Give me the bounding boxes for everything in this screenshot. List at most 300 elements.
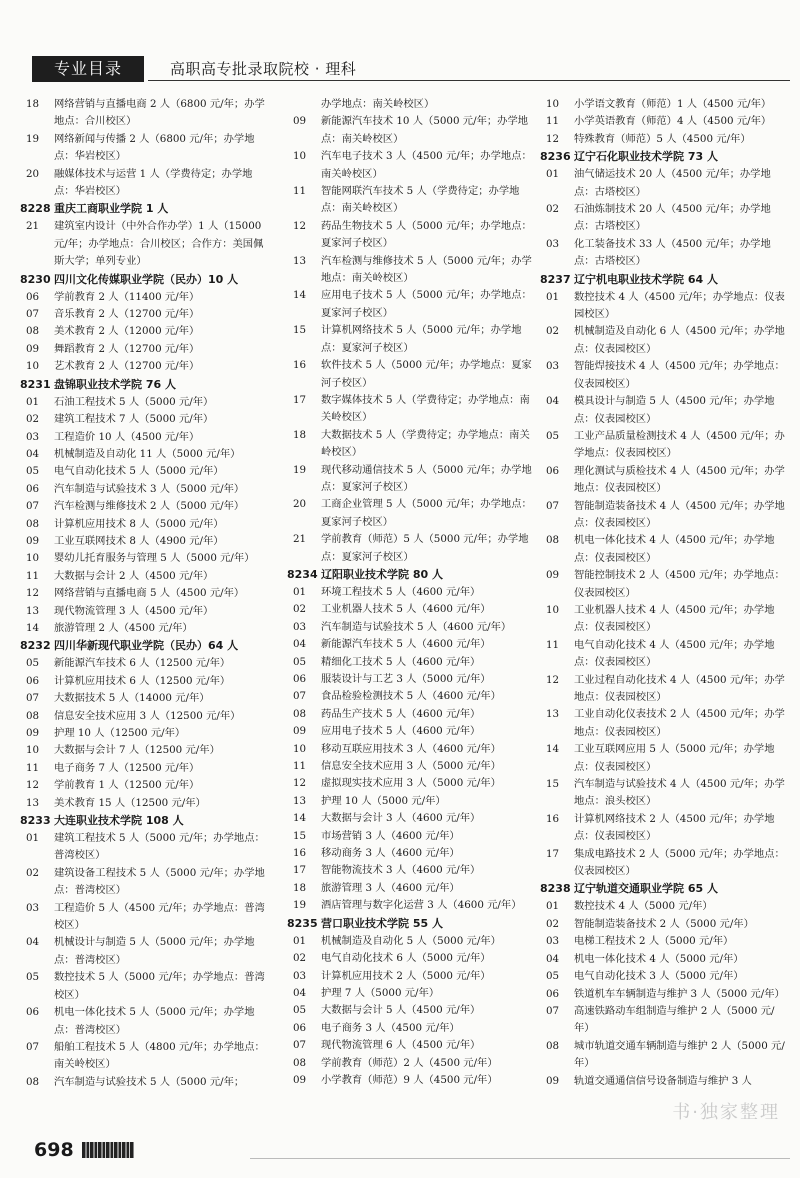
major-code: 10 bbox=[26, 552, 40, 565]
major-code: 08 bbox=[546, 534, 560, 547]
major-code: 17 bbox=[293, 864, 307, 877]
major-entry bbox=[20, 429, 266, 446]
major-text: 船舶工程技术 5 人（4800 元/年；办学地点：南关岭校区） bbox=[54, 1040, 265, 1071]
major-entry bbox=[287, 1055, 533, 1072]
major-text: 工程造价 5 人（4500 元/年；办学地点：普湾校区） bbox=[54, 901, 265, 932]
major-text: 旅游管理 2 人（4500 元/年） bbox=[54, 621, 193, 634]
major-entry bbox=[287, 654, 533, 671]
major-entry bbox=[20, 777, 266, 794]
major-code: 14 bbox=[293, 289, 307, 302]
major-code: 18 bbox=[293, 881, 307, 894]
college-heading bbox=[20, 812, 266, 830]
major-code: 06 bbox=[26, 482, 40, 495]
major-text: 现代物流管理 6 人（4500 元/年） bbox=[321, 1039, 481, 1052]
major-text: 移动商务 3 人（4600 元/年） bbox=[321, 847, 460, 860]
major-code: 06 bbox=[26, 290, 40, 303]
major-text: 现代物流管理 3 人（4500 元/年） bbox=[54, 604, 214, 617]
major-entry bbox=[287, 287, 533, 322]
college-group bbox=[20, 376, 266, 638]
major-code: 06 bbox=[26, 1006, 40, 1019]
major-entry bbox=[20, 411, 266, 428]
major-entry bbox=[287, 1002, 533, 1019]
major-entry bbox=[287, 322, 533, 357]
college-heading bbox=[287, 566, 533, 584]
major-entry bbox=[20, 725, 266, 742]
major-code: 14 bbox=[26, 621, 40, 634]
major-code: 05 bbox=[546, 970, 560, 983]
major-code: 12 bbox=[26, 779, 40, 792]
college-group bbox=[287, 96, 533, 566]
major-code: 05 bbox=[293, 655, 307, 668]
major-entry bbox=[540, 986, 786, 1003]
major-code: 02 bbox=[546, 325, 560, 338]
major-code: 11 bbox=[26, 569, 40, 582]
major-code: 05 bbox=[26, 465, 40, 478]
major-entry bbox=[287, 880, 533, 897]
college-heading bbox=[20, 376, 266, 394]
major-text: 汽车电子技术 3 人（4500 元/年；办学地点：南关岭校区） bbox=[321, 150, 532, 180]
major-text: 智能网联汽车技术 5 人（学费待定；办学地点：南关岭校区） bbox=[321, 185, 520, 215]
major-entry bbox=[287, 531, 533, 566]
major-code: 06 bbox=[546, 464, 560, 477]
major-text: 工业互联网技术 8 人（4900 元/年） bbox=[54, 534, 224, 547]
major-entry bbox=[287, 148, 533, 183]
major-code: 01 bbox=[546, 900, 560, 913]
major-text: 新能源汽车技术 6 人（12500 元/年） bbox=[54, 657, 231, 670]
major-code: 03 bbox=[293, 620, 307, 633]
college-code: 8232 bbox=[20, 639, 51, 653]
major-entry bbox=[540, 532, 786, 567]
college-group bbox=[540, 148, 786, 270]
major-text: 学前教育 1 人（12500 元/年） bbox=[54, 779, 200, 792]
major-text: 油气储运技术 20 人（4500 元/年；办学地点：古塔校区） bbox=[574, 168, 771, 198]
major-text: 小学英语教育（师范）4 人（4500 元/年） bbox=[574, 115, 772, 128]
major-entry bbox=[540, 498, 786, 533]
major-text: 舞蹈教育 2 人（12700 元/年） bbox=[54, 342, 200, 355]
college-heading bbox=[540, 880, 786, 898]
major-code: 07 bbox=[26, 692, 40, 705]
major-entry bbox=[540, 289, 786, 324]
major-entry bbox=[20, 481, 266, 498]
major-code: 11 bbox=[293, 760, 307, 773]
major-entry bbox=[287, 636, 533, 653]
major-entry bbox=[287, 775, 533, 792]
college-heading bbox=[20, 200, 266, 218]
major-text: 工业过程自动化技术 4 人（4500 元/年；办学地点：仪表园校区） bbox=[574, 673, 785, 703]
major-text: 汽车制造与试验技术 3 人（5000 元/年） bbox=[54, 482, 245, 495]
major-entry bbox=[20, 585, 266, 602]
major-entry bbox=[20, 1039, 266, 1074]
major-text: 电气自动化技术 5 人（5000 元/年） bbox=[54, 465, 224, 478]
major-entry bbox=[287, 985, 533, 1002]
major-code: 06 bbox=[293, 1021, 307, 1034]
major-text: 工商企业管理 5 人（5000 元/年；办学地点：夏家河子校区） bbox=[321, 498, 532, 528]
major-code: 04 bbox=[293, 638, 307, 651]
major-entry bbox=[20, 568, 266, 585]
major-entry bbox=[540, 1073, 786, 1090]
major-text: 智能控制技术 2 人（4500 元/年；办学地点：仪表园校区） bbox=[574, 569, 785, 599]
major-entry bbox=[20, 655, 266, 672]
college-group bbox=[287, 566, 533, 915]
major-code: 03 bbox=[26, 430, 40, 443]
major-code: 03 bbox=[26, 901, 40, 914]
major-entry bbox=[540, 1038, 786, 1073]
major-code: 13 bbox=[293, 254, 307, 267]
major-code: 09 bbox=[293, 115, 307, 128]
major-code: 05 bbox=[26, 971, 40, 984]
major-text: 新能源汽车技术 5 人（4600 元/年） bbox=[321, 638, 491, 651]
college-group bbox=[20, 271, 266, 376]
major-entry bbox=[540, 323, 786, 358]
major-entry bbox=[540, 916, 786, 933]
major-text: 大数据技术 5 人（学费待定；办学地点：南关岭校区） bbox=[321, 428, 530, 459]
major-code: 06 bbox=[546, 987, 560, 1000]
major-text: 融媒体技术与运营 1 人（学费待定；办学地点：华岩校区） bbox=[54, 167, 253, 198]
major-entry bbox=[540, 672, 786, 707]
major-text: 智能物流技术 3 人（4600 元/年） bbox=[321, 864, 481, 877]
major-entry bbox=[287, 462, 533, 497]
major-code: 08 bbox=[26, 325, 40, 338]
major-entry bbox=[287, 723, 533, 740]
major-entry bbox=[540, 166, 786, 201]
major-code: 12 bbox=[26, 587, 40, 600]
major-text: 电子商务 7 人（12500 元/年） bbox=[54, 761, 200, 774]
major-text: 数控技术 5 人（5000 元/年；办学地点：普湾校区） bbox=[54, 971, 265, 1001]
major-code: 03 bbox=[293, 969, 307, 982]
major-entry bbox=[287, 96, 533, 113]
major-text: 信息安全技术应用 3 人（5000 元/年） bbox=[321, 760, 501, 773]
major-code: 16 bbox=[293, 359, 307, 372]
major-text: 学前教育 2 人（11400 元/年） bbox=[54, 290, 200, 303]
major-text: 建筑工程技术 7 人（5000 元/年） bbox=[54, 413, 214, 426]
major-entry bbox=[20, 690, 266, 707]
major-text: 高速铁路动车组制造与维护 2 人（5000 元/年） bbox=[574, 1004, 775, 1035]
major-code: 06 bbox=[26, 674, 40, 687]
major-entry bbox=[287, 357, 533, 392]
major-text: 工业机器人技术 5 人（4600 元/年） bbox=[321, 603, 491, 616]
college-group bbox=[540, 96, 786, 148]
major-code: 14 bbox=[546, 743, 560, 756]
major-code: 15 bbox=[546, 778, 560, 791]
major-entry bbox=[20, 620, 266, 637]
major-code: 04 bbox=[546, 395, 560, 408]
major-text: 工业产品质量检测技术 4 人（4500 元/年；办学地点：仪表园校区） bbox=[574, 429, 785, 460]
college-name: 营口职业技术学院 55 人 bbox=[321, 916, 443, 930]
major-entry bbox=[20, 969, 266, 1004]
major-text: 轨道交通通信信号设备制造与维护 3 人 bbox=[574, 1074, 752, 1087]
major-text: 新能源汽车技术 10 人（5000 元/年；办学地点：南关岭校区） bbox=[321, 115, 529, 145]
major-code: 05 bbox=[293, 1004, 307, 1017]
major-code: 04 bbox=[26, 447, 40, 460]
major-entry bbox=[287, 671, 533, 688]
major-code: 20 bbox=[26, 167, 40, 180]
major-text: 建筑工程技术 5 人（5000 元/年；办学地点：普湾校区） bbox=[54, 832, 265, 862]
major-entry bbox=[20, 1004, 266, 1039]
major-code: 08 bbox=[546, 1039, 560, 1052]
page-footer bbox=[34, 1138, 134, 1162]
major-entry bbox=[540, 846, 786, 881]
major-entry bbox=[20, 550, 266, 567]
page-number: 698 bbox=[34, 1139, 74, 1161]
college-code: 8237 bbox=[540, 272, 571, 286]
major-entry bbox=[287, 968, 533, 985]
major-text: 电气自动化技术 6 人（5000 元/年） bbox=[321, 952, 491, 965]
major-entry bbox=[287, 1020, 533, 1037]
major-entry bbox=[20, 166, 266, 201]
major-text: 城市轨道交通车辆制造与维护 2 人（5000 元/年） bbox=[574, 1039, 785, 1070]
major-entry bbox=[20, 323, 266, 340]
major-entry bbox=[540, 706, 786, 741]
major-entry bbox=[540, 637, 786, 672]
major-entry bbox=[287, 741, 533, 758]
major-text: 计算机应用技术 6 人（12500 元/年） bbox=[54, 674, 231, 687]
major-code: 01 bbox=[293, 585, 307, 598]
major-code: 01 bbox=[26, 832, 40, 845]
major-text: 大数据与会计 7 人（12500 元/年） bbox=[54, 744, 220, 757]
major-text: 学前教育（师范）2 人（4500 元/年） bbox=[321, 1056, 498, 1069]
major-text: 集成电路技术 2 人（5000 元/年；办学地点：仪表园校区） bbox=[574, 847, 785, 878]
major-entry bbox=[287, 1072, 533, 1089]
major-text: 机械设计与制造 5 人（5000 元/年；办学地点：普湾校区） bbox=[54, 936, 255, 966]
major-code: 14 bbox=[293, 812, 307, 825]
major-entry bbox=[20, 358, 266, 375]
major-entry bbox=[540, 898, 786, 915]
major-text: 办学地点：南关岭校区） bbox=[321, 98, 435, 110]
college-heading bbox=[287, 915, 533, 933]
major-text: 音乐教育 2 人（12700 元/年） bbox=[54, 308, 200, 321]
major-text: 网络新闻与传播 2 人（6800 元/年；办学地点：华岩校区） bbox=[54, 132, 255, 163]
major-text: 建筑室内设计（中外合作办学）1 人（15000 元/年；办学地点：合川校区；合作方：美国佩斯大学；单列专业） bbox=[54, 220, 264, 268]
major-code: 02 bbox=[293, 603, 307, 616]
major-code: 20 bbox=[293, 498, 307, 511]
major-code: 04 bbox=[293, 986, 307, 999]
major-text: 机电一体化技术 4 人（4500 元/年；办学地点：仪表园校区） bbox=[574, 534, 775, 564]
major-code: 10 bbox=[293, 742, 307, 755]
college-code: 8228 bbox=[20, 202, 51, 216]
major-code: 10 bbox=[293, 150, 307, 163]
major-entry bbox=[287, 897, 533, 914]
major-code bbox=[287, 96, 321, 113]
major-entry bbox=[20, 463, 266, 480]
major-text: 机电一体化技术 4 人（5000 元/年） bbox=[574, 952, 744, 965]
major-text: 软件技术 5 人（5000 元/年；办学地点：夏家河子校区） bbox=[321, 359, 532, 389]
major-text: 学前教育（师范）5 人（5000 元/年；办学地点：夏家河子校区） bbox=[321, 533, 529, 563]
college-heading bbox=[540, 271, 786, 289]
major-code: 06 bbox=[293, 673, 307, 685]
college-code: 8238 bbox=[540, 882, 571, 896]
major-code: 10 bbox=[546, 603, 560, 616]
major-text: 小学语文教育（师范）1 人（4500 元/年） bbox=[574, 98, 772, 110]
major-code: 09 bbox=[26, 342, 40, 355]
major-code: 09 bbox=[546, 569, 560, 582]
major-code: 13 bbox=[26, 604, 40, 617]
major-entry bbox=[20, 498, 266, 515]
major-text: 汽车检测与维修技术 2 人（5000 元/年） bbox=[54, 500, 245, 513]
major-text: 应用电子技术 5 人（5000 元/年；办学地点：夏家河子校区） bbox=[321, 289, 532, 319]
major-code: 01 bbox=[546, 168, 560, 181]
major-entry bbox=[287, 584, 533, 601]
major-text: 大数据与会计 5 人（4500 元/年） bbox=[321, 1004, 481, 1017]
college-name: 大连职业技术学院 108 人 bbox=[54, 814, 184, 828]
major-entry bbox=[20, 865, 266, 900]
college-heading bbox=[20, 637, 266, 655]
college-code: 8235 bbox=[287, 916, 318, 930]
major-entry bbox=[540, 567, 786, 602]
major-entry bbox=[20, 96, 266, 131]
major-entry bbox=[287, 392, 533, 427]
major-text: 智能制造装备技术 2 人（5000 元/年） bbox=[574, 917, 754, 930]
college-name: 重庆工商职业学院 1 人 bbox=[54, 202, 169, 216]
watermark: 书·独家整理 bbox=[672, 1102, 780, 1123]
major-entry bbox=[20, 289, 266, 306]
major-code: 07 bbox=[546, 499, 560, 512]
major-code: 05 bbox=[546, 429, 560, 442]
major-text: 机电一体化技术 5 人（5000 元/年；办学地点：普湾校区） bbox=[54, 1006, 255, 1036]
major-text: 模具设计与制造 5 人（4500 元/年；办学地点：仪表园校区） bbox=[574, 395, 775, 425]
major-code: 18 bbox=[26, 98, 40, 110]
college-group bbox=[20, 96, 266, 200]
college-name: 盘锦职业技术学院 76 人 bbox=[54, 377, 176, 391]
college-group bbox=[20, 812, 266, 1091]
major-entry bbox=[287, 810, 533, 827]
major-text: 药品生产技术 5 人（4600 元/年） bbox=[321, 707, 481, 720]
major-code: 11 bbox=[546, 115, 560, 128]
major-text: 婴幼儿托育服务与管理 5 人（5000 元/年） bbox=[54, 552, 255, 565]
major-text: 工业机器人技术 4 人（4500 元/年；办学地点：仪表园校区） bbox=[574, 603, 775, 634]
college-name: 四川文化传媒职业学院（民办）10 人 bbox=[54, 272, 239, 286]
major-text: 计算机应用技术 2 人（5000 元/年） bbox=[321, 969, 491, 982]
major-code: 03 bbox=[546, 360, 560, 373]
column-2 bbox=[287, 96, 533, 1089]
major-entry bbox=[20, 708, 266, 725]
major-text: 大数据与会计 2 人（4500 元/年） bbox=[54, 569, 214, 582]
major-text: 现代移动通信技术 5 人（5000 元/年；办学地点：夏家河子校区） bbox=[321, 463, 532, 493]
column-3 bbox=[540, 96, 786, 1090]
major-text: 药品生物技术 5 人（5000 元/年；办学地点：夏家河子校区） bbox=[321, 219, 532, 250]
major-text: 智能制造装备技术 4 人（4500 元/年；办学地点：仪表园校区） bbox=[574, 499, 785, 529]
major-text: 汽车制造与试验技术 5 人（4600 元/年） bbox=[321, 620, 512, 633]
major-entry bbox=[540, 131, 786, 148]
college-group bbox=[540, 880, 786, 1089]
major-text: 大数据技术 5 人（14000 元/年） bbox=[54, 692, 210, 705]
major-text: 数控技术 4 人（4500 元/年；办学地点：仪表园校区） bbox=[574, 290, 785, 321]
major-entry bbox=[540, 776, 786, 811]
major-text: 电气自动化技术 4 人（4500 元/年；办学地点：仪表园校区） bbox=[574, 638, 775, 669]
major-text: 石油工程技术 5 人（5000 元/年） bbox=[54, 395, 214, 408]
major-entry bbox=[540, 463, 786, 498]
header-rule bbox=[148, 80, 790, 81]
major-text: 计算机网络技术 2 人（4500 元/年；办学地点：仪表园校区） bbox=[574, 812, 775, 843]
major-text: 美术教育 2 人（12000 元/年） bbox=[54, 325, 200, 338]
major-entry bbox=[287, 218, 533, 253]
major-entry bbox=[287, 113, 533, 148]
major-code: 02 bbox=[293, 952, 307, 965]
major-entry bbox=[287, 253, 533, 288]
major-code: 07 bbox=[293, 1039, 307, 1052]
major-text: 食品检验检测技术 5 人（4600 元/年） bbox=[321, 690, 501, 703]
major-text: 汽车制造与试验技术 4 人（4500 元/年；办学地点：浪头校区） bbox=[574, 778, 785, 808]
major-entry bbox=[20, 603, 266, 620]
major-entry bbox=[540, 968, 786, 985]
major-text: 酒店管理与数字化运营 3 人（4600 元/年） bbox=[321, 899, 522, 912]
major-code: 11 bbox=[546, 638, 560, 651]
major-code: 07 bbox=[26, 1040, 40, 1053]
major-text: 信息安全技术应用 3 人（12500 元/年） bbox=[54, 709, 241, 722]
major-code: 18 bbox=[293, 428, 307, 441]
major-entry bbox=[287, 601, 533, 618]
college-name: 四川华新现代职业学院（民办）64 人 bbox=[54, 639, 239, 653]
major-text: 美术教育 15 人（12500 元/年） bbox=[54, 796, 206, 809]
major-code: 15 bbox=[293, 324, 307, 337]
major-code: 01 bbox=[546, 290, 560, 303]
major-code: 12 bbox=[293, 219, 307, 232]
major-text: 计算机应用技术 8 人（5000 元/年） bbox=[54, 517, 224, 530]
major-entry bbox=[540, 393, 786, 428]
major-code: 09 bbox=[293, 725, 307, 738]
major-text: 机械制造及自动化 6 人（4500 元/年；办学地点：仪表园校区） bbox=[574, 325, 785, 355]
major-entry bbox=[540, 113, 786, 130]
major-code: 07 bbox=[293, 690, 307, 703]
major-entry bbox=[540, 358, 786, 393]
major-text: 数字媒体技术 5 人（学费待定；办学地点：南关岭校区） bbox=[321, 393, 530, 424]
major-code: 10 bbox=[26, 360, 40, 373]
major-code: 09 bbox=[26, 534, 40, 547]
major-text: 铁道机车车辆制造与维护 3 人（5000 元/年） bbox=[574, 987, 785, 1000]
college-code: 8236 bbox=[540, 150, 571, 164]
major-text: 工业互联网应用 5 人（5000 元/年；办学地点：仪表园校区） bbox=[574, 743, 775, 773]
major-entry bbox=[540, 933, 786, 950]
footer-rule bbox=[250, 1158, 790, 1159]
major-text: 智能焊接技术 4 人（4500 元/年；办学地点：仪表园校区） bbox=[574, 360, 785, 390]
major-code: 16 bbox=[293, 847, 307, 860]
college-name: 辽宁机电职业技术学院 64 人 bbox=[574, 272, 718, 286]
major-text: 大数据与会计 3 人（4600 元/年） bbox=[321, 812, 481, 825]
major-code: 07 bbox=[26, 500, 40, 513]
major-entry bbox=[20, 341, 266, 358]
major-code: 17 bbox=[546, 847, 560, 860]
major-code: 13 bbox=[546, 708, 560, 721]
major-text: 建筑设备工程技术 5 人（5000 元/年；办学地点：普湾校区） bbox=[54, 866, 265, 897]
major-text: 特殊教育（师范）5 人（4500 元/年） bbox=[574, 132, 751, 145]
major-code: 01 bbox=[26, 395, 40, 408]
major-entry bbox=[540, 201, 786, 236]
major-entry bbox=[287, 793, 533, 810]
major-text: 应用电子技术 5 人（4600 元/年） bbox=[321, 725, 481, 738]
major-code: 19 bbox=[293, 463, 307, 476]
major-entry bbox=[287, 619, 533, 636]
major-text: 网络营销与直播电商 2 人（6800 元/年；办学地点：合川校区） bbox=[54, 98, 265, 128]
college-code: 8230 bbox=[20, 272, 51, 286]
major-entry bbox=[540, 811, 786, 846]
major-entry bbox=[287, 758, 533, 775]
major-entry bbox=[540, 428, 786, 463]
major-code: 12 bbox=[293, 777, 307, 790]
major-entry bbox=[20, 218, 266, 270]
major-text: 旅游管理 3 人（4600 元/年） bbox=[321, 881, 460, 894]
major-text: 电梯工程技术 2 人（5000 元/年） bbox=[574, 935, 734, 948]
major-entry bbox=[20, 306, 266, 323]
major-code: 15 bbox=[293, 829, 307, 842]
major-entry bbox=[20, 394, 266, 411]
major-text: 网络营销与直播电商 5 人（4500 元/年） bbox=[54, 587, 245, 600]
major-code: 09 bbox=[546, 1074, 560, 1087]
major-code: 21 bbox=[293, 533, 307, 546]
major-text: 石油炼制技术 20 人（4500 元/年；办学地点：古塔校区） bbox=[574, 203, 771, 233]
major-text: 机械制造及自动化 5 人（5000 元/年） bbox=[321, 934, 501, 947]
major-text: 小学教育（师范）9 人（4500 元/年） bbox=[321, 1073, 498, 1086]
major-code: 11 bbox=[26, 761, 40, 774]
major-entry bbox=[287, 688, 533, 705]
